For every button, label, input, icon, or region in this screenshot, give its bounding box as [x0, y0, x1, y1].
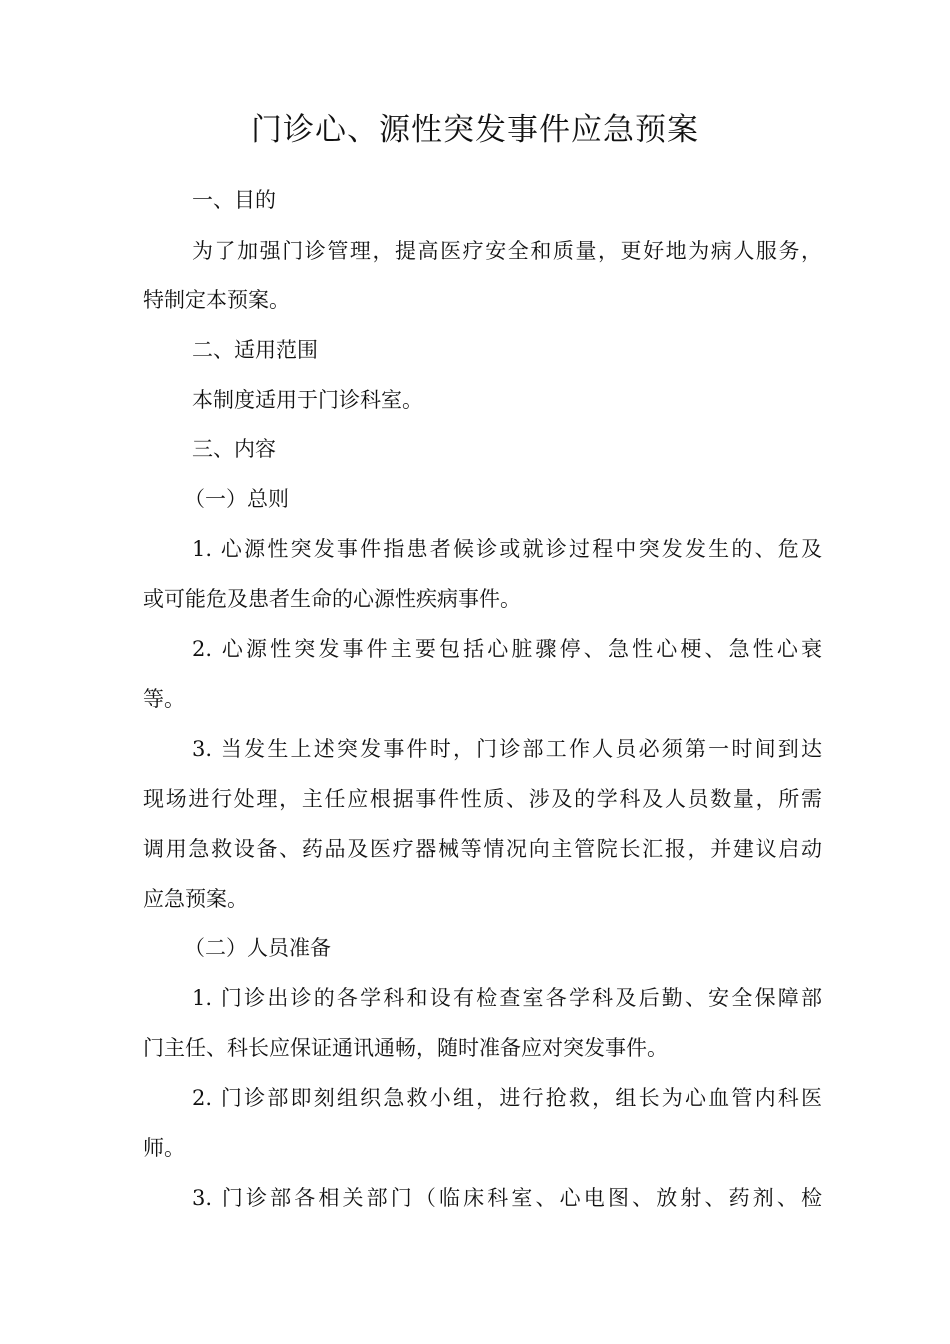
list-item-line: 3. 当发生上述突发事件时，门诊部工作人员必须第一时间到达 [192, 737, 822, 761]
paragraph-line: 本制度适用于门诊科室。 [192, 388, 423, 412]
list-item-line: 调用急救设备、药品及医疗器械等情况向主管院长汇报，并建议启动 [143, 837, 822, 861]
list-item-line: 2. 心源性突发事件主要包括心脏骤停、急性心梗、急性心衰 [192, 637, 822, 661]
subsection-heading-staff: （二）人员准备 [184, 936, 331, 960]
section-heading-content: 三、内容 [192, 437, 276, 461]
paragraph-line: 为了加强门诊管理，提高医疗安全和质量，更好地为病人服务， [192, 239, 822, 263]
subsection-heading-general: （一）总则 [184, 487, 289, 511]
paragraph-line: 特制定本预案。 [143, 288, 290, 312]
list-item-line: 师。 [143, 1136, 185, 1160]
list-item-line: 或可能危及患者生命的心源性疾病事件。 [143, 587, 521, 611]
section-heading-purpose: 一、目的 [192, 188, 276, 212]
list-item-line: 应急预案。 [143, 887, 248, 911]
list-item-line: 2. 门诊部即刻组织急救小组，进行抢救，组长为心血管内科医 [192, 1086, 822, 1110]
list-item-line: 等。 [143, 687, 185, 711]
list-item-line: 1. 心源性突发事件指患者候诊或就诊过程中突发发生的、危及 [192, 537, 822, 561]
list-item-line: 3. 门诊部各相关部门（临床科室、心电图、放射、药剂、检 [192, 1186, 822, 1210]
list-item-line: 门主任、科长应保证通讯通畅，随时准备应对突发事件。 [143, 1036, 668, 1060]
list-item-line: 现场进行处理，主任应根据事件性质、涉及的学科及人员数量，所需 [143, 787, 822, 811]
list-item-line: 1. 门诊出诊的各学科和设有检查室各学科及后勤、安全保障部 [192, 986, 822, 1010]
section-heading-scope: 二、适用范围 [192, 338, 318, 362]
document-title: 门诊心、源性突发事件应急预案 [251, 112, 699, 148]
